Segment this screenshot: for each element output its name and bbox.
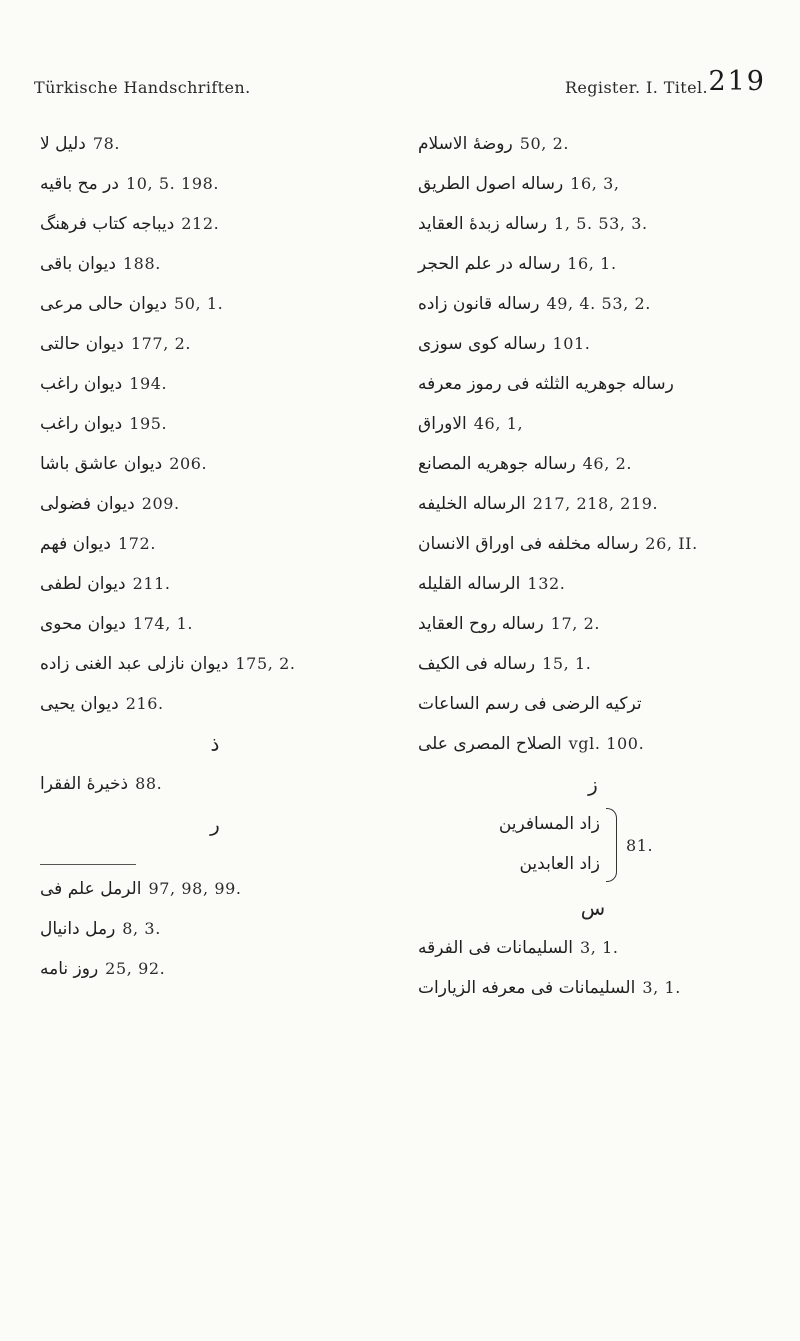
entry-arabic: روضهٔ الاسلام xyxy=(418,134,513,154)
entry-arabic: الرمل علم فی xyxy=(40,879,142,899)
entry-reference: 50, 2. xyxy=(519,134,570,153)
entry-reference: 3, 1. xyxy=(642,978,681,997)
entry-arabic: رساله قانون زاده xyxy=(418,294,540,314)
section-rule xyxy=(40,864,136,865)
entry-arabic: دیوان نازلی عبد الغنی زاده xyxy=(40,654,229,674)
running-header-left: Türkische Handschriften. xyxy=(34,78,251,97)
index-entry xyxy=(418,444,768,484)
index-entry xyxy=(40,909,390,949)
index-entry xyxy=(40,164,390,204)
index-entry xyxy=(418,604,768,644)
index-entry xyxy=(40,644,390,684)
entry-reference: 217, 218, 219. xyxy=(532,494,659,513)
entry-arabic: الرساله الخلیفه xyxy=(418,494,526,514)
entry-arabic: ذخیرهٔ الفقرا xyxy=(40,774,129,794)
entry-reference: 1, 5. 53, 3. xyxy=(554,214,648,233)
entry-reference: 78. xyxy=(92,134,121,153)
entry-reference: 216. xyxy=(125,694,164,713)
entry-arabic: دیوان راغب xyxy=(40,414,123,434)
index-block xyxy=(418,124,768,764)
index-entry xyxy=(418,164,768,204)
entry-arabic: رساله کوی سوزی xyxy=(418,334,546,354)
index-entry xyxy=(418,364,768,404)
entry-reference: 209. xyxy=(141,494,180,513)
entry-arabic: السلیمانات فی الفرقه xyxy=(418,938,573,958)
entry-reference: 101. xyxy=(552,334,591,353)
entry-reference: 132. xyxy=(527,574,566,593)
entry-arabic: الاوراق xyxy=(418,414,467,434)
entry-reference: 195. xyxy=(129,414,168,433)
index-entry xyxy=(418,404,768,444)
entry-arabic: رساله جوهریه المصانع xyxy=(418,454,576,474)
index-entry xyxy=(418,284,768,324)
index-entry xyxy=(418,484,768,524)
entry-arabic: دیوان فهم xyxy=(40,534,111,554)
index-entry xyxy=(40,604,390,644)
entry-reference: 175, 2. xyxy=(235,654,296,673)
entry-reference: 16, 3, xyxy=(570,174,620,193)
entry-reference: 46, 1, xyxy=(473,414,524,433)
index-entry xyxy=(40,244,390,284)
index-entry xyxy=(40,684,390,724)
index-entry xyxy=(40,869,390,909)
entry-arabic: رساله زبدهٔ العقاید xyxy=(418,214,548,234)
index-entry xyxy=(418,968,768,1008)
index-block xyxy=(40,869,390,989)
entry-arabic: دیوان یحیی xyxy=(40,694,119,714)
index-entry xyxy=(40,364,390,404)
entry-reference: 26, II. xyxy=(645,534,698,553)
index-entry xyxy=(418,524,768,564)
entry-reference: 177, 2. xyxy=(130,334,192,353)
entry-reference: 81. xyxy=(626,836,654,855)
entry-arabic: رساله در علم الحجر xyxy=(418,254,561,274)
entry-arabic: زاد العابدین xyxy=(519,854,600,874)
index-entry xyxy=(40,949,390,989)
entry-reference: 3, 1. xyxy=(579,938,619,957)
entry-arabic: دیوان محوی xyxy=(40,614,126,634)
curly-brace xyxy=(606,808,617,882)
entry-reference: 97, 98, 99. xyxy=(148,879,242,898)
entry-arabic: دیوان فضولی xyxy=(40,494,135,514)
entry-reference: 10, 5. 198. xyxy=(125,174,220,193)
section-letter: ذ xyxy=(210,732,220,756)
index-entry xyxy=(418,644,768,684)
index-entry xyxy=(40,284,390,324)
index-entry xyxy=(418,724,768,764)
entry-reference: 46, 2. xyxy=(582,454,633,473)
entry-reference: 8, 3. xyxy=(122,919,161,938)
entry-arabic: دیوان حالی مرعی xyxy=(40,294,167,314)
section-letter: ز xyxy=(588,772,598,796)
entry-arabic: زاد المسافرین xyxy=(498,814,600,834)
index-entry xyxy=(40,124,390,164)
entry-reference: 25, 92. xyxy=(105,959,166,978)
entry-arabic: رساله مخلفه فی اوراق الانسان xyxy=(418,534,639,554)
index-block xyxy=(40,124,390,724)
entry-reference: 88. xyxy=(135,774,163,793)
index-entry xyxy=(418,204,768,244)
entry-reference: 206. xyxy=(169,454,208,473)
index-entry xyxy=(40,484,390,524)
index-column-left xyxy=(40,124,390,989)
index-block xyxy=(40,764,390,804)
section-letter: س xyxy=(580,896,606,920)
entry-arabic: روز نامه xyxy=(40,959,99,979)
index-entry xyxy=(40,444,390,484)
page-number: 219 xyxy=(708,66,766,97)
entry-arabic: دلیل لا xyxy=(40,134,86,154)
index-block xyxy=(418,928,768,1008)
running-header-right: Register. I. Titel. xyxy=(564,78,708,97)
index-entry xyxy=(418,564,768,604)
entry-arabic: دیوان باقی xyxy=(40,254,116,274)
entry-reference: 211. xyxy=(132,574,171,593)
entry-arabic: در مح باقیه xyxy=(40,174,119,194)
entry-arabic: الرساله القلیله xyxy=(418,574,521,594)
entry-reference: 50, 1. xyxy=(173,294,224,313)
entry-reference: 194. xyxy=(129,374,168,393)
entry-arabic: دیباجه کتاب فرهنگ xyxy=(40,214,175,234)
entry-arabic: دیوان راغب xyxy=(40,374,123,394)
entry-arabic: دیوان لطفی xyxy=(40,574,126,594)
entry-reference: 49, 4. 53, 2. xyxy=(546,294,651,313)
index-entry xyxy=(40,204,390,244)
index-entry xyxy=(418,684,768,724)
entry-reference: 188. xyxy=(122,254,161,273)
index-entry xyxy=(418,244,768,284)
entry-arabic: ترکیه الرضی فی رسم الساعات xyxy=(418,694,642,714)
brace-entry-group xyxy=(474,804,768,888)
index-entry xyxy=(40,324,390,364)
entry-reference: 16, 1. xyxy=(567,254,617,273)
entry-arabic: رساله فی الکیف xyxy=(418,654,536,674)
index-entry xyxy=(40,524,390,564)
index-column-right xyxy=(418,124,768,1008)
entry-arabic: رساله جوهریه الثلثه فی رموز معرفه xyxy=(418,374,674,394)
entry-arabic: رساله روح العقاید xyxy=(418,614,544,634)
entry-arabic: السلیمانات فی معرفه الزیارات xyxy=(418,978,636,998)
entry-reference: 212. xyxy=(181,214,220,233)
entry-arabic: رساله اصول الطریق xyxy=(418,174,564,194)
entry-reference: vgl. 100. xyxy=(568,734,645,753)
entry-arabic: دیوان حالتی xyxy=(40,334,124,354)
index-entry xyxy=(418,928,768,968)
entry-arabic: الصلاح المصری علی xyxy=(418,734,562,754)
entry-reference: 15, 1. xyxy=(542,654,592,673)
entry-reference: 174, 1. xyxy=(132,614,194,633)
index-entry xyxy=(418,124,768,164)
entry-reference: 17, 2. xyxy=(550,614,601,633)
entry-arabic: رمل دانیال xyxy=(40,919,116,939)
entry-reference: 172. xyxy=(117,534,157,553)
section-letter: ر xyxy=(210,812,220,836)
entry-arabic: دیوان عاشق باشا xyxy=(40,454,163,474)
index-entry xyxy=(40,764,390,804)
index-entry xyxy=(40,404,390,444)
index-entry xyxy=(418,324,768,364)
index-entry xyxy=(40,564,390,604)
